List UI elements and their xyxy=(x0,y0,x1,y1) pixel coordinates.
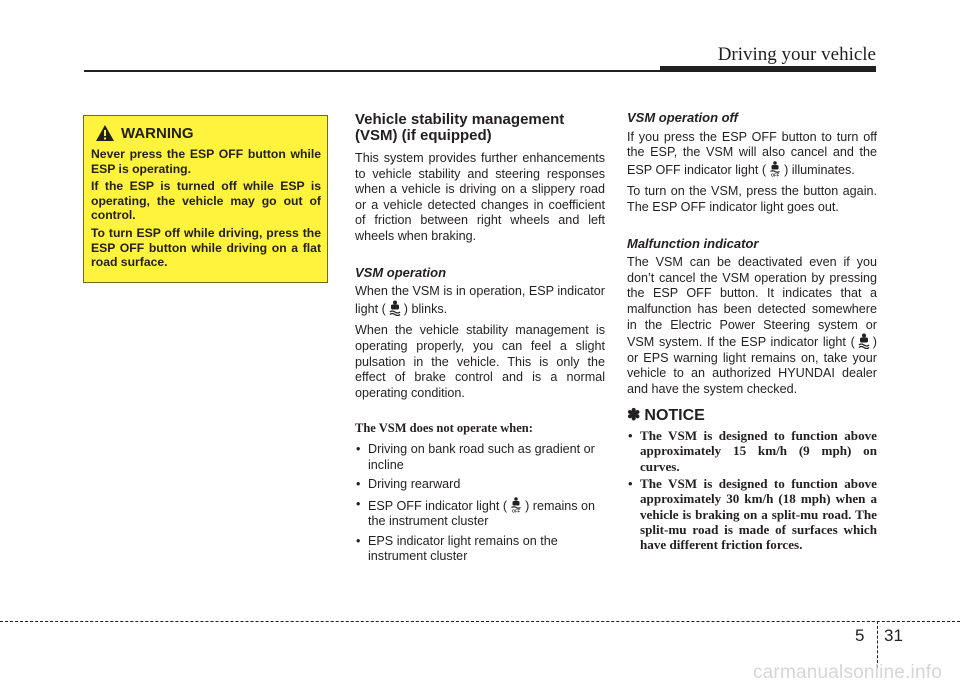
notice-item: • The VSM is designed to function above approximately 30 km/h (18 mph) when a vehicle is braking on a split-mu road. The split-mu road is made of surfaces which have different friction forces. xyxy=(627,476,877,552)
not-operate-heading: The VSM does not operate when: xyxy=(355,421,533,436)
warning-text: To turn ESP off while driving, press the ESP OFF button while driving on a flat road surface. xyxy=(91,225,321,270)
page-header-title: Driving your vehicle xyxy=(717,44,876,65)
esp-indicator-icon xyxy=(388,300,402,316)
warning-box xyxy=(83,115,328,283)
notice-heading xyxy=(627,408,877,424)
svg-text:OFF: OFF xyxy=(511,508,521,513)
section-heading: Vehicle stability management (VSM) (if equipped) xyxy=(355,111,565,144)
notice-title: NOTICE xyxy=(644,406,705,424)
warning-title: WARNING xyxy=(121,124,194,142)
list-item: • ESP OFF indicator light ( OFF ) remains on the instrument cluster xyxy=(355,497,605,530)
vsm-operation-paragraph: When the VSM is in operation, ESP indicator light ( ) blinks. xyxy=(355,284,605,316)
list-item: • Driving rearward xyxy=(355,477,605,493)
middle-column xyxy=(355,110,605,569)
list-item: • Driving on bank road such as gradient or incline xyxy=(355,442,605,473)
warning-text: Never press the ESP OFF button while ESP is operating. xyxy=(91,147,321,176)
vsm-off-paragraph: To turn on the VSM, press the button again. The ESP OFF indicator light goes out. xyxy=(627,184,877,214)
list-item: • EPS indicator light remains on the instrument cluster xyxy=(355,534,605,565)
intro-paragraph: This system provides further enhancements to vehicle stability and steering responses when a vehicle is driving on a slippery road or a vehicle detected changes in coefficient of friction between right wheels and left wheels when braking. xyxy=(355,151,605,243)
right-column xyxy=(627,110,877,554)
chapter-number: 5 xyxy=(855,626,865,645)
header-rule-accent xyxy=(660,66,876,72)
vsm-off-heading: VSM operation off xyxy=(627,110,738,125)
notice-item: • The VSM is designed to function above approximately 15 km/h (9 mph) on curves. xyxy=(627,428,877,474)
header-rule xyxy=(84,70,660,72)
esp-indicator-icon xyxy=(857,333,871,349)
warning-header xyxy=(91,124,321,142)
vsm-off-paragraph: If you press the ESP OFF button to turn off the ESP, the VSM will also cancel and the ESP OFF indicator light ( OFF ) illuminates. xyxy=(627,129,877,177)
watermark: carmanualsonline.info xyxy=(752,662,942,683)
esp-off-indicator-icon xyxy=(768,161,782,177)
svg-text:OFF: OFF xyxy=(770,172,780,177)
malfunction-paragraph: The VSM can be deactivated even if you don’t cancel the VSM operation by pressing the ESP OFF button. It indicates that a malfunction has been detected somewhere in the Electric Power Steering system or VSM system. If the ESP indicator light ( ) or EPS warning light remains on, take your vehicle to an authorized HYUNDAI dealer and have the system checked. xyxy=(627,255,877,396)
warning-text: If the ESP is turned off while ESP is operating, the vehicle may go out of control. xyxy=(91,179,321,223)
esp-off-indicator-icon xyxy=(509,497,523,513)
vsm-operation-paragraph: When the vehicle stability management is operating properly, you can feel a slight pulsation in the vehicle. This is only the effect of brake control and is a normal operating condition. xyxy=(355,323,605,400)
footer-divider xyxy=(877,621,878,668)
footer-rule xyxy=(0,621,960,622)
notice-star-icon: ✽ xyxy=(627,406,641,424)
page-number: 31 xyxy=(884,626,903,645)
vsm-operation-heading: VSM operation xyxy=(355,264,447,280)
warning-triangle-icon xyxy=(95,124,115,142)
malfunction-heading: Malfunction indicator xyxy=(627,235,759,251)
